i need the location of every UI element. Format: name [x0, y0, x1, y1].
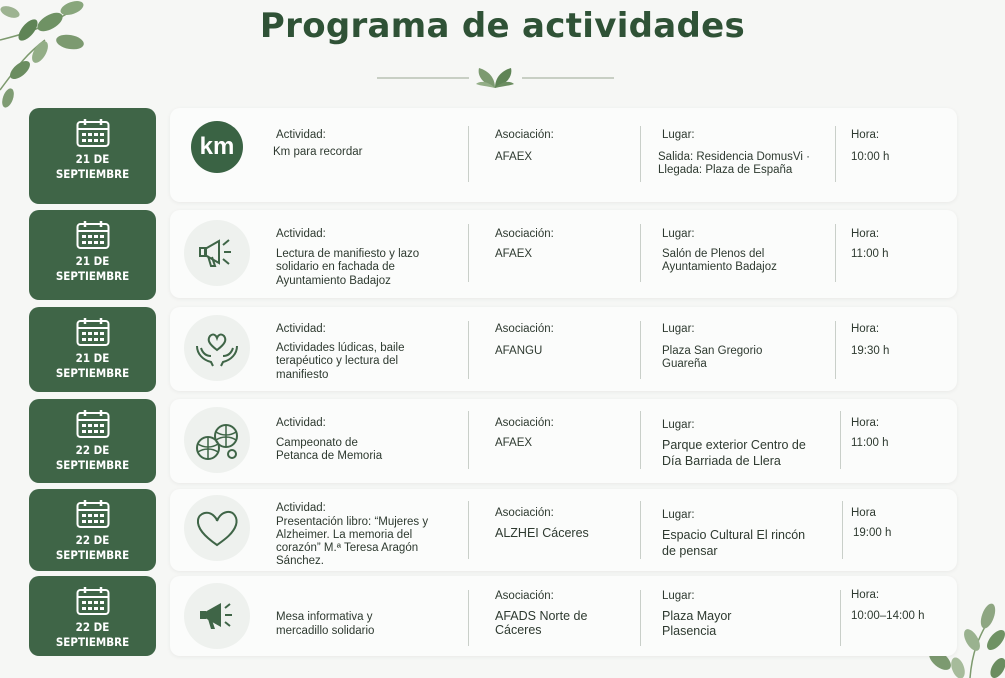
separator [468, 501, 469, 559]
place-label: Lugar: [662, 228, 695, 240]
place-label: Lugar: [662, 590, 695, 602]
leaf-divider-icon [377, 62, 614, 90]
place-label: Lugar: [662, 129, 695, 141]
association-label: Asociación: [495, 417, 554, 429]
separator [640, 411, 641, 469]
association-value: AFAEX [495, 436, 533, 449]
activity-card [170, 399, 957, 483]
activity-label: Actividad: [276, 502, 326, 514]
place-value: Salón de Plenos del Ayuntamiento Badajoz [662, 247, 777, 273]
place-label: Lugar: [662, 419, 695, 431]
activity-card [170, 307, 957, 391]
time-label: Hora: [851, 417, 880, 429]
time-label: Hora: [851, 129, 880, 141]
date-month: SEPTIEMBRE [55, 458, 130, 472]
activity-value: Km para recordar [273, 145, 363, 158]
activity-card [170, 210, 957, 298]
date-badge [29, 307, 156, 392]
calendar-icon [76, 317, 110, 347]
place-label: Lugar: [662, 323, 695, 335]
separator [835, 126, 836, 182]
page-title: Programa de actividades [259, 6, 746, 46]
time-value: 19:00 h [853, 526, 892, 539]
association-label: Asociación: [495, 590, 554, 602]
megaphone-icon [184, 220, 250, 286]
separator [640, 590, 641, 646]
activity-value: Presentación libro: “Mujeres y Alzheimer. La memoria del corazón” M.ª Teresa Aragón Sánchez. [276, 516, 429, 567]
time-label: Hora: [851, 228, 880, 240]
date-day: 21 DE [75, 152, 110, 166]
separator [840, 411, 841, 469]
calendar-icon [76, 220, 110, 250]
date-day: 22 DE [75, 533, 110, 547]
date-day: 22 DE [75, 620, 110, 634]
petanque-balls-icon [184, 407, 250, 473]
time-label: Hora: [851, 589, 880, 601]
date-month: SEPTIEMBRE [55, 635, 130, 649]
date-badge [29, 210, 156, 300]
time-value: 11:00 h [851, 247, 889, 260]
date-day: 21 DE [75, 254, 110, 268]
association-label: Asociación: [495, 323, 554, 335]
separator [468, 590, 469, 646]
association-value: ALZHEI Cáceres [495, 525, 589, 540]
date-day: 22 DE [75, 443, 110, 457]
activity-card [170, 108, 957, 202]
activity-label: Actividad: [276, 228, 326, 240]
association-label: Asociación: [495, 507, 554, 519]
time-label: Hora: [851, 323, 880, 335]
activity-label: Actividad: [276, 417, 326, 429]
separator [640, 501, 641, 559]
place-label: Lugar: [662, 509, 695, 521]
calendar-icon [76, 118, 110, 148]
separator [468, 126, 469, 182]
time-value: 10:00–14:00 h [851, 609, 925, 622]
place-value: Plaza San Gregorio Guareña [662, 344, 763, 370]
date-month: SEPTIEMBRE [55, 269, 130, 283]
date-badge [29, 108, 156, 204]
activity-value: Lectura de manifiesto y lazo solidario en fachada de Ayuntamiento Badajoz [276, 247, 420, 287]
association-label: Asociación: [495, 129, 554, 141]
km-badge-text: km [199, 133, 235, 160]
separator [640, 126, 641, 182]
date-badge [29, 576, 156, 656]
association-label: Asociación: [495, 228, 554, 240]
activity-label: Actividad: [276, 129, 326, 141]
separator [468, 411, 469, 469]
calendar-icon [76, 409, 110, 439]
calendar-icon [76, 586, 110, 616]
megaphone-filled-icon [184, 583, 250, 649]
separator [842, 501, 843, 559]
time-value: 11:00 h [851, 436, 889, 449]
place-value: Espacio Cultural El rincón de pensar [662, 528, 806, 558]
activity-card [170, 489, 957, 571]
place-value: Plaza Mayor Plasencia [662, 609, 732, 638]
association-value: AFANGU [495, 344, 543, 357]
date-month: SEPTIEMBRE [55, 366, 130, 380]
km-icon [191, 121, 243, 173]
separator [468, 224, 469, 282]
separator [840, 590, 841, 646]
separator [640, 321, 641, 379]
activity-value: Actividades lúdicas, baile terapéutico y lectura del manifiesto [276, 341, 405, 381]
separator [835, 224, 836, 282]
separator [640, 224, 641, 282]
activity-card [170, 576, 957, 656]
activity-value: Mesa informativa y mercadillo solidario [276, 611, 375, 637]
heart-hands-icon [184, 315, 250, 381]
association-value: AFADS Norte de Cáceres [495, 609, 588, 637]
place-value: Parque exterior Centro de Día Barriada de Llera [662, 438, 806, 468]
time-value: 10:00 h [851, 150, 890, 163]
date-month: SEPTIEMBRE [55, 548, 130, 562]
association-value: AFAEX [495, 150, 533, 163]
date-badge [29, 489, 156, 571]
calendar-icon [76, 499, 110, 529]
date-day: 21 DE [75, 351, 110, 365]
activity-label: Actividad: [276, 323, 326, 335]
date-month: SEPTIEMBRE [55, 167, 130, 181]
separator [835, 321, 836, 379]
time-label: Hora [851, 507, 876, 519]
time-value: 19:30 h [851, 344, 890, 357]
date-badge [29, 399, 156, 483]
association-value: AFAEX [495, 247, 533, 260]
activity-value: Campeonato de Petanca de Memoria [276, 436, 383, 462]
heart-outline-icon [184, 495, 250, 561]
place-value: Salida: Residencia DomusVi · Llegada: Plaza de España [658, 150, 810, 176]
separator [468, 321, 469, 379]
